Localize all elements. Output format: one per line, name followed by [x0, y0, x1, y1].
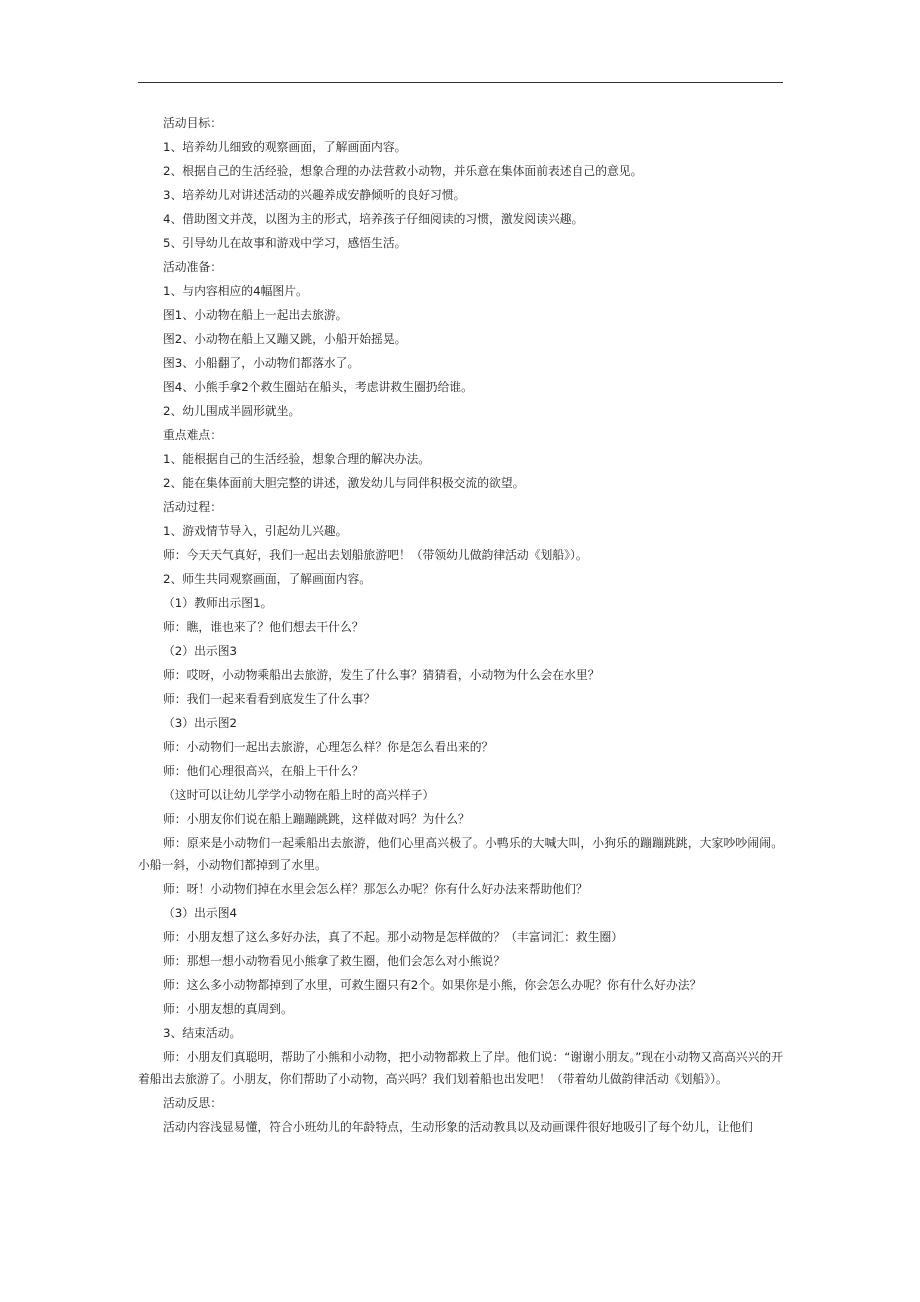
header-rule [138, 82, 783, 83]
goal-item-4: 4、借助图文并茂，以图为主的形式，培养孩子仔细阅读的习惯，激发阅读兴趣。 [163, 212, 584, 226]
section-heading-preparation: 活动准备： [163, 260, 222, 274]
teacher-line: 师：这么多小动物都掉到了水里，可救生圈只有2个。如果你是小熊，你会怎么办呢？你有什么好办法？ [163, 978, 702, 992]
section-heading-process: 活动过程： [163, 500, 222, 514]
goal-item-2: 2、根据自己的生活经验，想象合理的办法营救小动物，并乐意在集体面前表述自己的意见。 [163, 164, 643, 178]
key-point-2: 2、能在集体面前大胆完整的讲述，激发幼儿与同伴积极交流的欲望。 [163, 476, 525, 490]
teacher-line: 师：小朋友想了这么多好办法，真了不起。那小动物是怎样做的？（丰富词汇：救生圈） [163, 930, 624, 944]
goal-item-1: 1、培养幼儿细致的观察画面，了解画面内容。 [163, 140, 407, 154]
picture-description-2: 图2、小动物在船上又蹦又跳，小船开始摇晃。 [163, 332, 407, 346]
section-heading-reflection: 活动反思： [163, 1096, 222, 1110]
document-body [138, 111, 783, 1139]
process-step-2: 2、师生共同观察画面，了解画面内容。 [163, 572, 372, 586]
teacher-line: 师：小动物们一起出去旅游，心理怎么样？你是怎么看出来的？ [163, 740, 494, 754]
goal-item-3: 3、培养幼儿对讲述活动的兴趣养成安静倾听的良好习惯。 [163, 188, 466, 202]
teacher-line: 师：原来是小动物们一起乘船出去旅游，他们心里高兴极了。小鸭乐的大喊大叫，小狗乐的蹦蹦跳跳，大家吵吵闹闹。小船一斜，小动物们都掉到了水里。 [138, 836, 783, 872]
sub-step: （3）出示图4 [163, 906, 237, 920]
teacher-line: 师：那想一想小动物看见小熊拿了救生圈，他们会怎么对小熊说？ [163, 954, 506, 968]
picture-description-1: 图1、小动物在船上一起出去旅游。 [163, 308, 348, 322]
note-line: （这时可以让幼儿学学小动物在船上时的高兴样子） [163, 788, 435, 802]
teacher-line: 师：我们一起来看看到底发生了什么事？ [163, 692, 376, 706]
preparation-item-2: 2、幼儿围成半圆形就坐。 [163, 404, 301, 418]
sub-step: （2）出示图3 [163, 644, 237, 658]
sub-step: （3）出示图2 [163, 716, 237, 730]
picture-description-3: 图3、小船翻了，小动物们都落水了。 [163, 356, 360, 370]
teacher-line: 师：呀！小动物们掉在水里会怎么样？那怎么办呢？你有什么好办法来帮助他们？ [163, 882, 588, 896]
process-step-1: 1、游戏情节导入，引起幼儿兴趣。 [163, 524, 348, 538]
teacher-line: 师：今天天气真好，我们一起出去划船旅游吧！（带领幼儿做韵律活动《划船》）。 [163, 548, 588, 562]
teacher-line: 师：哎呀，小动物乘船出去旅游，发生了什么事？猜猜看，小动物为什么会在水里？ [163, 668, 600, 682]
section-heading-key-points: 重点难点： [163, 428, 222, 442]
preparation-item-1: 1、与内容相应的4幅图片。 [163, 284, 308, 298]
section-heading-goals: 活动目标： [163, 116, 222, 130]
teacher-line: 师：小朋友你们说在船上蹦蹦跳跳，这样做对吗？为什么？ [163, 812, 470, 826]
goal-item-5: 5、引导幼儿在故事和游戏中学习，感悟生活。 [163, 236, 407, 250]
sub-step: （1）教师出示图1。 [163, 596, 273, 610]
teacher-line: 师：小朋友想的真周到。 [163, 1002, 293, 1016]
teacher-line: 师：小朋友们真聪明，帮助了小熊和小动物，把小动物都救上了岸。他们说：“谢谢小朋友。”现在小动物又高高兴兴的开着船出去旅游了。小朋友，你们帮助了小动物，高兴吗？我们划着船也出发吧！（带着幼儿做韵律活动《划船》）。 [138, 1050, 783, 1086]
process-step-3: 3、结束活动。 [163, 1026, 242, 1040]
picture-description-4: 图4、小熊手拿2个救生圈站在船头，考虑讲救生圈扔给谁。 [163, 380, 473, 394]
reflection-text: 活动内容浅显易懂，符合小班幼儿的年龄特点，生动形象的活动教具以及动画课件很好地吸引了每个幼儿，让他们 [163, 1120, 753, 1134]
teacher-line: 师：他们心理很高兴，在船上干什么？ [163, 764, 364, 778]
teacher-line: 师：瞧，谁也来了？他们想去干什么？ [163, 620, 364, 634]
key-point-1: 1、能根据自己的生活经验，想象合理的解决办法。 [163, 452, 431, 466]
